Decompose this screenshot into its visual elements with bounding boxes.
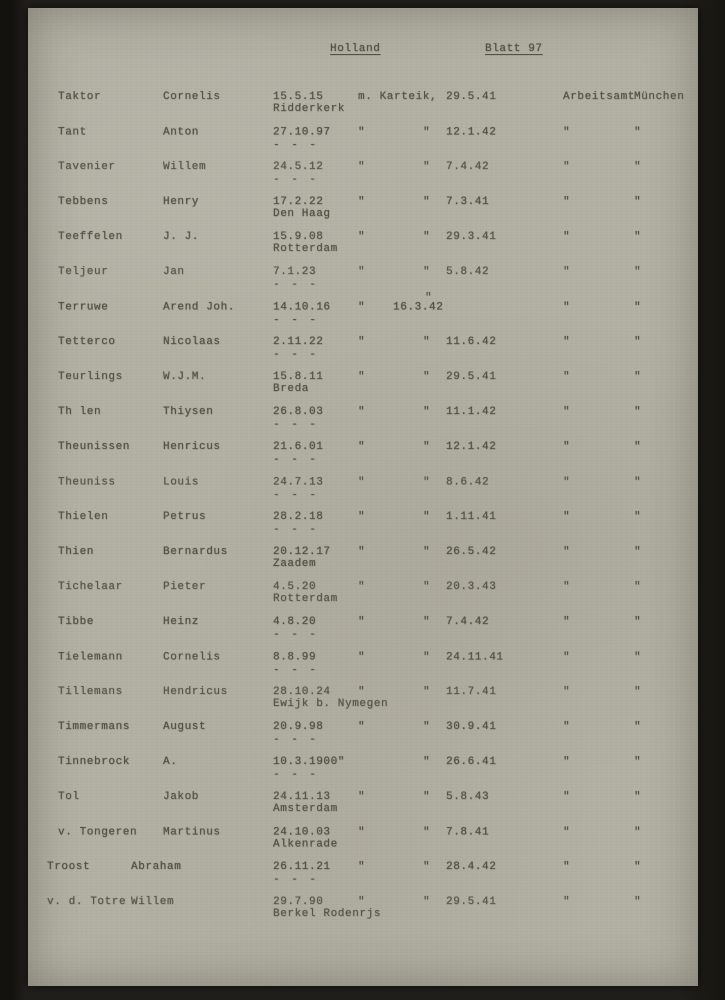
first-name: Abraham [131,861,182,873]
surname: Thien [58,546,95,558]
document-page [28,8,698,986]
birth-place: Breda [273,383,310,395]
surname: Terruwe [58,301,109,314]
kartei-ditto: " [358,651,366,664]
registration-date: 7.4.42 [446,616,490,628]
first-name: Henricus [163,441,221,453]
surname: Tebbens [58,196,109,208]
kartei-ditto: " [358,161,366,173]
surname: Taktor [58,91,102,103]
birth-place: Alkenrade [273,838,338,851]
registration-date: 29.5.41 [446,896,497,908]
arbeitsamt-ditto: " [563,616,571,628]
table-row [28,440,698,475]
kartei-ditto: " [358,266,366,278]
first-name: J. J. [163,231,200,243]
muenchen-ditto: " [634,791,642,803]
arbeitsamt-ditto: " [563,756,571,768]
table-row [28,650,698,685]
birth-date: 7.1.23 [273,266,317,278]
table-row [28,370,698,405]
dash-marks: - - - [273,629,319,641]
kartei-ditto: " [358,441,366,453]
dash-marks: - - - [273,454,319,466]
arbeitsamt-ditto: " [563,581,571,593]
arbeitsamt-ditto: " [563,896,571,908]
birth-date: 20.9.98 [273,721,324,733]
surname: Tavenier [58,161,116,173]
birth-date: 29.7.90 [273,896,324,908]
first-name: Pieter [163,581,207,593]
first-name: Heinz [163,616,200,628]
birth-date: 28.10.24 [273,686,331,698]
registration-date: 28.4.42 [446,861,497,873]
ditto-mark: " [423,511,431,523]
ditto-mark: " [423,231,431,243]
kartei-ditto: " [358,686,366,698]
surname: Tant [58,126,87,139]
birth-date: 24.10.03 [273,826,331,839]
birth-place: Amsterdam [273,803,338,815]
surname: v. Tongeren [58,826,138,839]
surname: Tielemann [58,651,123,664]
kartei-ditto: " [358,896,366,908]
muenchen-ditto: " [634,546,642,558]
birth-date: 15.8.11 [273,371,324,383]
table-row [28,90,698,125]
table-row [28,755,698,790]
first-name: Nicolaas [163,336,221,348]
registration-date: 7.4.42 [446,161,490,173]
first-name: Arend Joh. [163,301,236,314]
first-name: A. [163,756,178,768]
ditto-mark: " [423,581,431,593]
first-name: August [163,721,207,733]
surname: Tetterco [58,336,116,348]
muenchen-ditto: " [634,371,642,383]
muenchen-ditto: " [634,266,642,278]
birth-date: 26.11.21 [273,861,331,873]
muenchen-ditto: " [634,686,642,698]
page-header [28,42,698,58]
ditto-mark: " [423,126,431,139]
table-row [28,895,698,930]
arbeitsamt-ditto: " [563,371,571,383]
ditto-mark: " [423,756,431,768]
registration-date: 20.3.43 [446,581,497,593]
table-row [28,230,698,265]
table-row [28,265,698,304]
muenchen-ditto: " [634,756,642,768]
birth-place: Ewijk b. Nymegen [273,698,389,710]
birth-date: 10.3.1900" [273,756,346,768]
ditto-mark: " [423,161,431,173]
ditto-mark: " [423,441,431,453]
kartei-ditto: " [358,406,366,418]
muenchen-ditto: " [634,826,642,839]
registry-rows [28,90,698,930]
kartei-ditto: " [358,196,366,208]
muenchen-ditto: " [634,161,642,173]
ditto-mark: " [423,546,431,558]
ditto-mark: " [423,616,431,628]
table-row [28,160,698,195]
arbeitsamt-ditto: " [563,406,571,418]
arbeitsamt-ditto: " [563,826,571,839]
ditto-mark: " [423,371,431,383]
birth-place: Berkel Rodenrjs [273,908,382,920]
dash-marks: - - - [273,734,319,746]
dash-marks: - - - [273,314,319,327]
arbeitsamt-ditto: " [563,441,571,453]
dash-marks: - - - [273,419,319,431]
dash-marks: - - - [273,139,319,152]
ditto-mark-below: " [425,292,433,304]
registration-date: 26.5.42 [446,546,497,558]
arbeitsamt-ditto: " [563,511,571,523]
birth-date: 26.8.03 [273,406,324,418]
surname: Thielen [58,511,109,523]
first-name: Martinus [163,826,221,839]
kartei-ditto: " [358,616,366,628]
registration-date: 7.8.41 [446,826,490,839]
birth-date: 14.10.16 [273,301,331,314]
table-row [28,475,698,510]
registration-date: 11.7.41 [446,686,497,698]
birth-date: 27.10.97 [273,126,331,139]
dash-marks: - - - [273,769,319,781]
arbeitsamt-ditto: " [563,651,571,664]
birth-date: 15.5.15 [273,91,324,103]
surname: v. d. Totre [47,896,127,908]
birth-date: 20.12.17 [273,546,331,558]
muenchen-ditto: " [634,441,642,453]
arbeitsamt-ditto: " [563,721,571,733]
table-row [28,335,698,370]
registration-date: 8.6.42 [446,476,490,489]
surname: Timmermans [58,721,131,733]
first-name: Thiysen [163,406,214,418]
dash-marks: - - - [273,524,319,536]
table-row [28,300,698,335]
birth-date: 24.7.13 [273,476,324,489]
surname: Tillemans [58,686,123,698]
birth-place: Ridderkerk [273,103,346,115]
ditto-mark: " [423,476,431,489]
muenchen-ditto: " [634,861,642,873]
registration-date: 12.1.42 [446,441,497,453]
ditto-mark: " [423,791,431,803]
birth-date: 15.9.08 [273,231,324,243]
registration-date: 16.3.42 [393,301,444,314]
birth-place: Den Haag [273,208,331,220]
birth-date: 24.11.13 [273,791,331,803]
dash-marks: - - - [273,174,319,186]
arbeitsamt-ditto: " [563,301,571,314]
kartei-ditto: " [358,511,366,523]
surname: Theunissen [58,441,131,453]
surname: Theuniss [58,476,116,489]
muenchen-ditto: " [634,511,642,523]
birth-date: 21.6.01 [273,441,324,453]
table-row [28,615,698,650]
surname: Tol [58,791,80,803]
muenchen-ditto: " [634,651,642,664]
muenchen-ditto: " [634,126,642,139]
birth-place: Zaadem [273,558,317,570]
dash-marks: - - - [273,349,319,361]
muenchen-ditto: München [634,91,685,103]
muenchen-ditto: " [634,721,642,733]
table-row [28,825,698,860]
table-row [28,405,698,440]
first-name: Cornelis [163,651,221,664]
dash-marks: - - - [273,489,319,502]
registration-date: 1.11.41 [446,511,497,523]
kartei-ditto: " [358,301,366,314]
birth-place: Rotterdam [273,243,338,255]
table-row [28,195,698,230]
registration-date: 29.5.41 [446,91,497,103]
table-row [28,510,698,545]
ditto-mark: " [423,861,431,873]
registration-date: 5.8.42 [446,266,490,278]
birth-date: 8.8.99 [273,651,317,664]
arbeitsamt-ditto: " [563,196,571,208]
kartei-ditto: " [358,791,366,803]
kartei-ditto: " [358,546,366,558]
registration-date: 29.3.41 [446,231,497,243]
first-name: Bernardus [163,546,228,558]
muenchen-ditto: " [634,231,642,243]
muenchen-ditto: " [634,301,642,314]
registration-date: 24.11.41 [446,651,504,664]
kartei-ditto: " [358,231,366,243]
kartei-ditto: " [358,581,366,593]
muenchen-ditto: " [634,581,642,593]
table-row [28,580,698,615]
registration-date: 26.6.41 [446,756,497,768]
dash-marks: - - - [273,664,319,677]
muenchen-ditto: " [634,336,642,348]
arbeitsamt-ditto: " [563,266,571,278]
registration-date: 12.1.42 [446,126,497,139]
arbeitsamt-ditto: " [563,861,571,873]
arbeitsamt-ditto: " [563,476,571,489]
surname: Tichelaar [58,581,123,593]
first-name: Hendricus [163,686,228,698]
arbeitsamt-ditto: " [563,231,571,243]
first-name: Louis [163,476,200,489]
arbeitsamt-ditto: " [563,791,571,803]
birth-date: 4.5.20 [273,581,317,593]
surname: Teljeur [58,266,109,278]
registration-date: 5.8.43 [446,791,490,803]
table-row [28,720,698,755]
birth-date: 17.2.22 [273,196,324,208]
kartei-ditto: " [358,476,366,489]
first-name: Jan [163,266,185,278]
registration-date: 7.3.41 [446,196,490,208]
sheet-number: Blatt 97 [485,43,543,55]
surname: Teeffelen [58,231,123,243]
ditto-mark: " [423,266,431,278]
first-name: Willem [163,161,207,173]
kartei-ditto: " [358,861,366,873]
birth-place: Rotterdam [273,593,338,605]
table-row [28,860,698,895]
muenchen-ditto: " [634,406,642,418]
kartei-ditto: " [358,336,366,348]
table-row [28,125,698,160]
kartei-ditto: " [358,126,366,139]
kartei-ditto: m. Karteik, [358,91,438,103]
surname: Tinnebrock [58,756,131,768]
birth-date: 2.11.22 [273,336,324,348]
first-name: Cornelis [163,91,221,103]
arbeitsamt-ditto: " [563,161,571,173]
arbeitsamt-ditto: " [563,546,571,558]
surname: Teurlings [58,371,123,383]
first-name: Henry [163,196,200,208]
muenchen-ditto: " [634,896,642,908]
first-name: Anton [163,126,200,139]
surname: Th len [58,406,102,418]
kartei-ditto: " [358,371,366,383]
birth-date: 24.5.12 [273,161,324,173]
kartei-ditto: " [358,826,366,839]
first-name: Willem [131,896,175,908]
surname: Tibbe [58,616,95,628]
dash-marks: - - - [273,874,319,886]
ditto-mark: " [423,196,431,208]
ditto-mark: " [423,721,431,733]
arbeitsamt-ditto: " [563,686,571,698]
arbeitsamt-ditto: " [563,126,571,139]
ditto-mark: " [423,336,431,348]
muenchen-ditto: " [634,476,642,489]
ditto-mark: " [423,651,431,664]
first-name: W.J.M. [163,371,207,383]
muenchen-ditto: " [634,616,642,628]
first-name: Petrus [163,511,207,523]
table-row [28,545,698,580]
registration-date: 30.9.41 [446,721,497,733]
registration-date: 11.1.42 [446,406,497,418]
ditto-mark: " [423,826,431,839]
ditto-mark: " [423,406,431,418]
table-row [28,790,698,825]
table-row [28,685,698,720]
birth-date: 4.8.20 [273,616,317,628]
country-heading: Holland [330,43,381,55]
kartei-ditto: " [358,721,366,733]
arbeitsamt-ditto: Arbeitsamt [563,91,636,103]
registration-date: 11.6.42 [446,336,497,348]
ditto-mark: " [423,896,431,908]
ditto-mark: " [423,686,431,698]
registration-date: 29.5.41 [446,371,497,383]
arbeitsamt-ditto: " [563,336,571,348]
birth-date: 28.2.18 [273,511,324,523]
first-name: Jakob [163,791,200,803]
surname: Troost [47,861,91,873]
muenchen-ditto: " [634,196,642,208]
dash-marks: - - - [273,279,319,291]
